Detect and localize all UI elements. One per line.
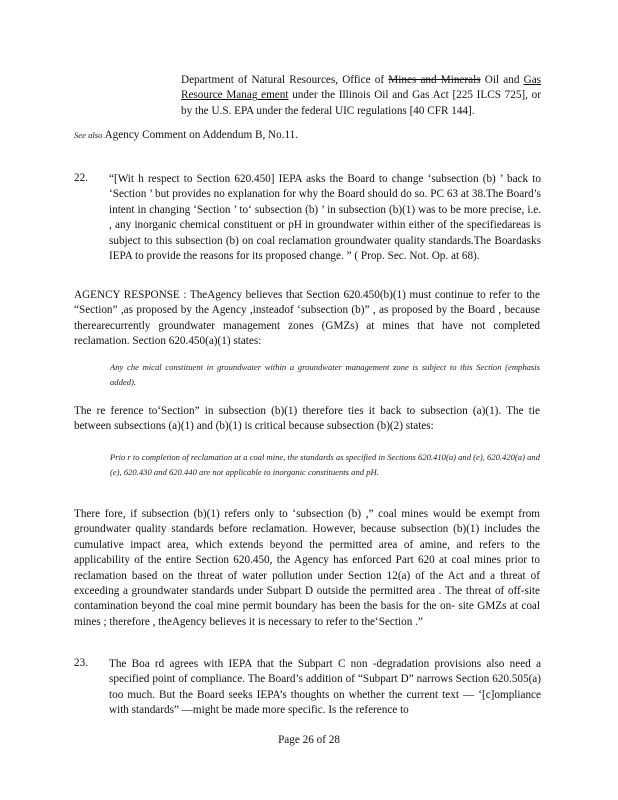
top-text-pre: Department of Natural Resources, Office of — [181, 74, 389, 86]
agency-response-p2-text: The re ference to‘Section” in subsection (b)(1) therefore ties it back to subsection (a)(1). The tie between subsections (a)(1) and (b)(1) is critical because subsection (b)(2) states: — [74, 405, 540, 433]
agency-response-p3-text: There fore, if subsection (b)(1) refers only to ‘subsection (b) ,” coal mines would be exempt from groundwater quality standards before reclamation. However, because subsection (b)(1) includes the cumulative impact area, which extends beyond the permitted area of amine, and refers to the applicability of the entire Section 620.450, the Agency has enforced Part 620 at coal mines prior to reclamation based on the threat of water pollution under Section 12(a) of the Act and a threat of exceeding a groundwater standards under Subpart D outside the permitted area . The threat of off-site contamination beyond the coal mine permit boundary has been the basis for the on- site GMZs at coal mines ; therefore , theAgency believes it is necessary to refer to the‘Section .” — [74, 508, 540, 628]
top-text-post: under the Illinois Oil and Gas Act [225 ILCS 725], or by the U.S. EPA under the federal UIC regulations [40 CFR 144]. — [181, 89, 541, 117]
agency-response-p1 — [74, 288, 540, 350]
quote-1 — [110, 360, 540, 390]
quote-2-text: Prio r to completion of reclamation at a coal mine, the standards as specified in Sections 620.410(a) and (e), 620.420(a) and (e), 620.430 and 620.440 are not applicable to inorganic constituents and pH. — [110, 452, 540, 477]
agency-response-p1-text: AGENCY RESPONSE : TheAgency believes that Section 620.450(b)(1) must continue to refer to the “Section” ,as proposed by the Agency ,insteadof ‘subsection (b)” , as proposed by the Board , because therearecurrently groundwater management zones (GMZs) at mines that have not completed reclamation. Section 620.450(a)(1) states: — [74, 289, 540, 348]
top-text-mid: Oil and — [480, 74, 524, 86]
agency-response-p3 — [74, 507, 540, 630]
item-22-number: 22. — [74, 172, 88, 184]
struck-text: Mines and Minerals — [388, 74, 481, 86]
item-23-paragraph: The Boa rd agrees with IEPA that the Subpart C non -degradation provisions also need a specified point of compliance. The Board’s addition of “Subpart D” narrows Section 620.505(a) too much. But the Board seeks IEPA’s thoughts on whether the current text — ‘[c]ompliance with standards” —might be made more specific. Is the reference to — [109, 658, 541, 717]
underlined-text: Gas Resource Manag ement — [181, 74, 542, 102]
see-also-italic: See also — [74, 130, 103, 140]
see-also-text: Agency Comment on Addendum B, No.11. — [102, 129, 299, 141]
page-number: Page 26 of 28 — [278, 734, 340, 746]
quote-2 — [110, 450, 540, 480]
item-22-question — [109, 172, 541, 264]
see-also-line — [74, 128, 474, 143]
item-23-number: 23. — [74, 657, 88, 669]
item-23-text — [109, 657, 541, 719]
quote-1-text: Any che mical constituent in groundwater within a groundwater management zone is subject to this Section (emphasis added). — [110, 362, 540, 387]
top-paragraph — [181, 73, 541, 119]
item-22-question-text: “[Wit h respect to Section 620.450] IEPA asks the Board to change ‘subsection (b) ’ back to ‘Section ’ but provides no explanation for why the Board should do so. PC 63 at 38.The Board’s intent in changing ‘Section ’ to‘ subsection (b) ’ in subsection (b)(1) was to be more precise, i.e. , any inorganic chemical constituent or pH in groundwater within either of the specifiedareas is subject to this subsection (b) on coal reclamation groundwater quality standards.The Boardasks IEPA to provide the reasons for its proposed change. ” ( Prop. Sec. Not. Op. at 68). — [109, 173, 541, 263]
agency-response-p2 — [74, 404, 540, 435]
